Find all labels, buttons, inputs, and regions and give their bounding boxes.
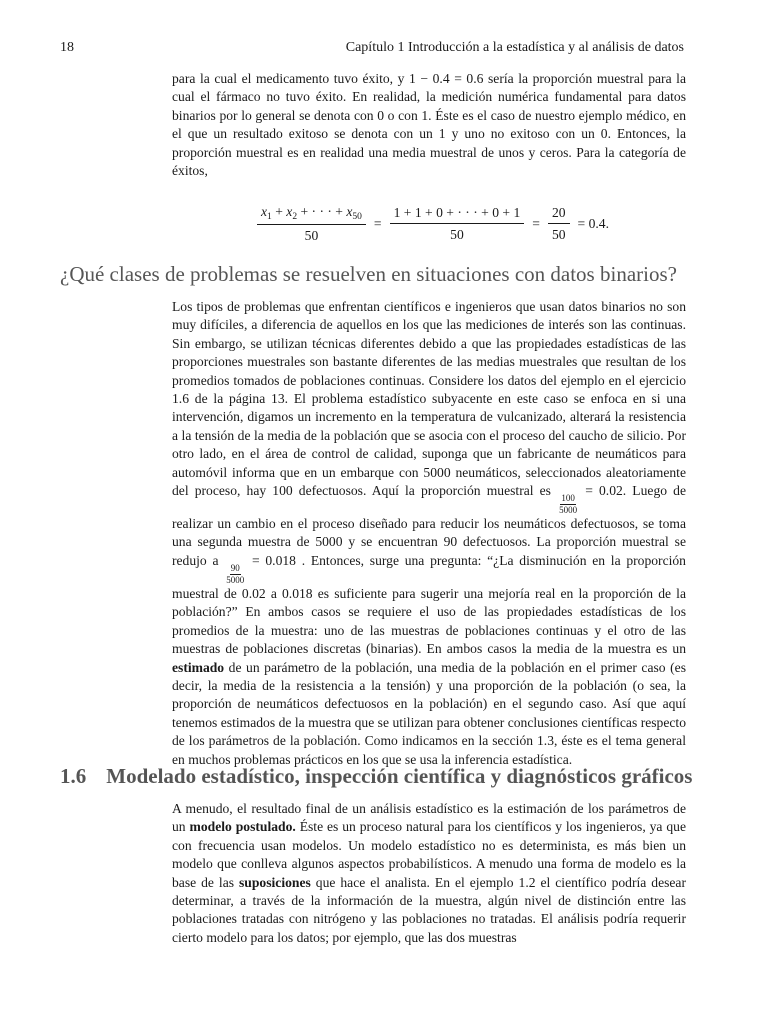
bold-term: estimado	[172, 659, 225, 675]
sample-proportion-equation	[255, 204, 609, 244]
fraction-numerator: 20	[548, 205, 570, 224]
paragraph-binary-data	[172, 70, 686, 180]
text-run: Los tipos de problemas que enfrentan científicos e ingenieros que usan datos binarios no son muy difíciles, a diferencia de aquellos en los que las mediciones de interés son las continuas. Sin embargo, se utilizan técnicas diferentes debido a que las propiedades estadísticas de las proporciones muestrales son bastante diferentes de las medias muestrales que resultan de los promedios tomados de poblaciones continuas. Considere los datos del ejemplo en el ejercicio 1.6 de la página 13. El problema estadístico subyacente en este caso se enfoca en si una intervención, digamos un incremento en la temperatura de vulcanizado, alterará la resistencia a la tensión de la media de la población que se asocia con el proceso del caucho de silicio. Por otro lado, en el área de control de calidad, suponga que un fabricante de neumáticos para automóvil informa que en un embarque con 5000 neumáticos, seleccionados aleatoriamente del proceso, hay 100 defectuosos. Aquí la proporción muestral es	[172, 299, 686, 499]
inline-fraction	[226, 564, 244, 585]
paragraph-text	[172, 800, 686, 947]
text-run: Éste es un proceso natural para los científicos y los ingenieros, ya que con frecuencia usan modelos. Un modelo estadístico no es determinista, es más bien un modelo que conlleva algunos aspectos probabilísticos. A menudo una forma de modelo es la base de las	[172, 819, 686, 890]
fraction-numerator: 90	[230, 562, 240, 573]
fraction-general	[257, 204, 366, 244]
section-heading	[60, 764, 692, 789]
paragraph-text: para la cual el medicamento tuvo éxito, y 1 − 0.4 = 0.6 sería la proporción muestral para la cual el fármaco no tuvo éxito. En realidad, la medición numérica fundamental para datos binarios por lo general se denota con 0 o con 1. Éste es el caso de nuestro ejemplo médico, en el que un resultado exitoso se denota con un 1 y uno no exitoso con un 0. Entonces, la proporción muestral es en realidad una media muestral de unos y ceros. Para la categoría de éxitos,	[172, 71, 686, 179]
text-run: = 0.02. Luego de realizar un cambio en el proceso diseñado para reducir los neumáticos defectuosos, se toma una segunda muestra de 5000 y se encuentran 90 defectuosos. La proporción muestral se redujo a	[172, 483, 686, 568]
page-number: 18	[60, 40, 74, 55]
fraction-numerator: 1 + 1 + 0 + · · · + 0 + 1	[390, 205, 525, 224]
section-title: Modelado estadístico, inspección científica y diagnósticos gráficos	[106, 764, 693, 788]
fraction-values	[390, 205, 525, 243]
paragraph-binary-problems	[172, 298, 686, 769]
equation-result: = 0.4.	[577, 216, 610, 231]
chapter-title: Capítulo 1 Introducción a la estadística y al análisis de datos	[345, 40, 684, 55]
text-run: de un parámetro de la población, una media de la población en el primer caso (es decir, la media de la resistencia a la tensión) y una proporción de la población (o sea, la proporción de neumáticos defectuosos en la población) en el segundo caso. Así que aquí tenemos estimados de la muestra que se utilizan para obtener conclusiones científicas respecto de los parámetros de la población. Como indicamos en la sección 1.3, éste es el tema general en muchos problemas prácticos en los que se usa la inferencia estadística.	[172, 659, 686, 767]
fraction-numerator: $x_1 + x_2$ + · · · + $x_{50}$	[257, 204, 366, 225]
equals-sign: =	[532, 216, 540, 231]
text-run: = 0.018 . Entonces, surge una pregunta: “¿La disminución en la proporción muestral de 0.02 a 0.018 es suficiente para sugerir una mejoría real en la proporción de la población?” En ambos casos se requiere el uso de las propiedades estadísticas de los promedios de la muestra: uno de las muestras de poblaciones continuas y el otro de las muestras de poblaciones discretas (binarias). En ambos casos la media de la muestra es un	[172, 552, 686, 657]
fraction-denominator: 50	[304, 228, 319, 243]
fraction-numerator: 100	[561, 493, 575, 504]
paragraph-statistical-modeling	[172, 800, 686, 947]
fraction-denominator: 5000	[226, 574, 245, 585]
equals-sign: =	[373, 216, 382, 231]
text-run: A menudo, el resultado final de un análisis estadístico es la estimación de los parámetros de un	[172, 801, 686, 835]
paragraph-text	[172, 298, 686, 769]
bold-term: suposiciones	[239, 874, 311, 890]
bold-term: modelo postulado.	[189, 819, 296, 835]
subsection-heading: ¿Qué clases de problemas se resuelven en situaciones con datos binarios?	[60, 262, 677, 286]
fraction-result	[548, 205, 570, 243]
text-run: que hace el analista. En el ejemplo 1.2 el científico podría desear determinar, a través de la información de la muestra, algún nivel de distinción entre las poblaciones tratadas con nitrógeno y las poblaciones no tratadas. El análisis podría requerir cierto modelo para los datos; por ejemplo, que las dos muestras	[172, 874, 686, 945]
section-number: 1.6	[60, 764, 87, 788]
page-header	[60, 40, 684, 60]
inline-fraction	[559, 494, 577, 515]
fraction-denominator: 50	[450, 227, 464, 242]
fraction-denominator: 5000	[559, 505, 578, 516]
fraction-denominator: 50	[551, 227, 566, 242]
